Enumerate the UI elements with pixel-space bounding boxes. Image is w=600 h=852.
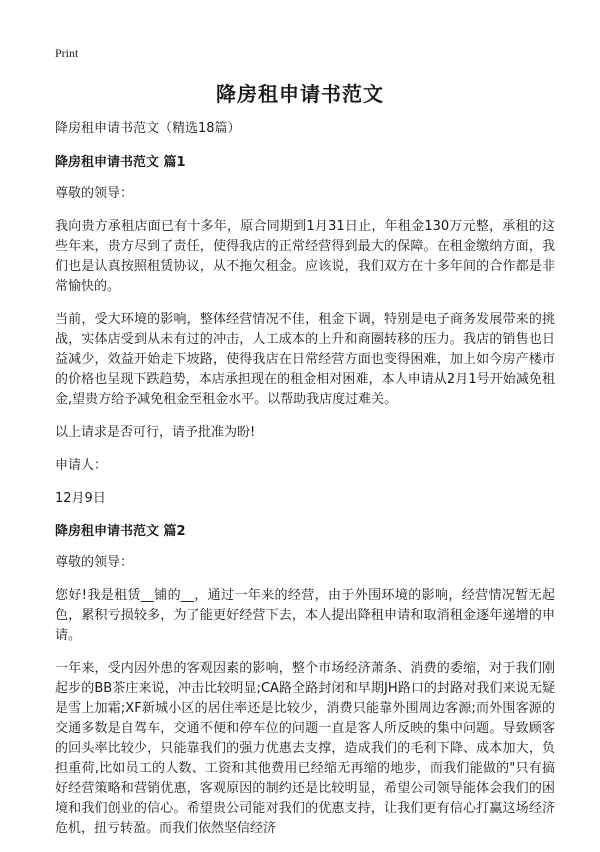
applicant-line: 申请人：	[55, 458, 108, 473]
print-link[interactable]: Print	[55, 46, 79, 60]
paragraph-1-1: 我向贵方承租店面已有十多年，原合同期到1月31日止，年租金130万元整，承租的这些年来，贵方尽到了责任，使得我店的正常经营得到最大的保障。在租金缴纳方面，我们也是认真按照租赁协议，从不拖欠租金。应该说，我们双方在十多年间的合作都是非常愉快的。	[55, 219, 555, 294]
request-line: 以上请求是否可行，请予批准为盼!	[55, 425, 256, 440]
paragraph-2-2: 一年来，受内因外患的客观因素的影响，整个市场经济萧条、消费的委缩，对于我们刚起步的BB茶庄来说，冲击比较明显;CA路全路封闭和早期JH路口的封路对我们来说无疑是雪上加霜;XF新城小区的居住率还是比较少，消费只能靠外围周边客源;而外围客源的交通多数是自驾车，交通不便和停车位的问题一直是客人所反映的集中问题。导致顾客的回头率比较少，只能靠我们的强力优惠去支撑，造成我们的毛利下降、成本加大，负担重荷,比如员工的人数、工资和其他费用已经缩无再缩的地步，而我们能做的"只有搞好经营策略和营销优惠，客观原因的制约还是比较明显，希望公司领导能体会我们的困境和我们创业的信心。希望贵公司能对我们的优惠支持，让我们更有信心打赢这场经济危机，扭亏转盈。而我们依然坚信经济	[55, 661, 555, 836]
paragraph-2-1: 您好!我是租赁__铺的__，通过一年来的经营，由于外围环境的影响，经营情况暂无起色，累积亏损较多，为了能更好经营下去，本人提出降租申请和取消租金逐年递增的申请。	[55, 588, 555, 643]
page-title: 降房租申请书范文	[216, 82, 384, 106]
paragraph-1-2: 当前，受大环境的影响，整体经营情况不佳，租金下调，特别是电子商务发展带来的挑战，实体店受到从未有过的冲击，人工成本的上升和商圈转移的压力。我店的销售也日益减少，效益开始走下坡路，使得我店在日常经营方面也变得困难，加上如今房产楼市的价格也呈现下跌趋势，本店承担现在的租金相对困难，本人申请从2月1号开始减免租金,望贵方给予减免租金至租金水平。以帮助我店度过难关。	[55, 312, 555, 407]
salutation-2: 尊敬的领导：	[55, 555, 134, 570]
section-heading-1: 降房租申请书范文 篇1	[55, 155, 186, 170]
salutation-1: 尊敬的领导：	[55, 186, 134, 201]
section-heading-2: 降房租申请书范文 篇2	[55, 524, 186, 539]
document-body	[55, 119, 555, 852]
date-line: 12月9日	[55, 491, 106, 506]
document-subtitle: 降房租申请书范文（精选18篇）	[55, 121, 241, 136]
